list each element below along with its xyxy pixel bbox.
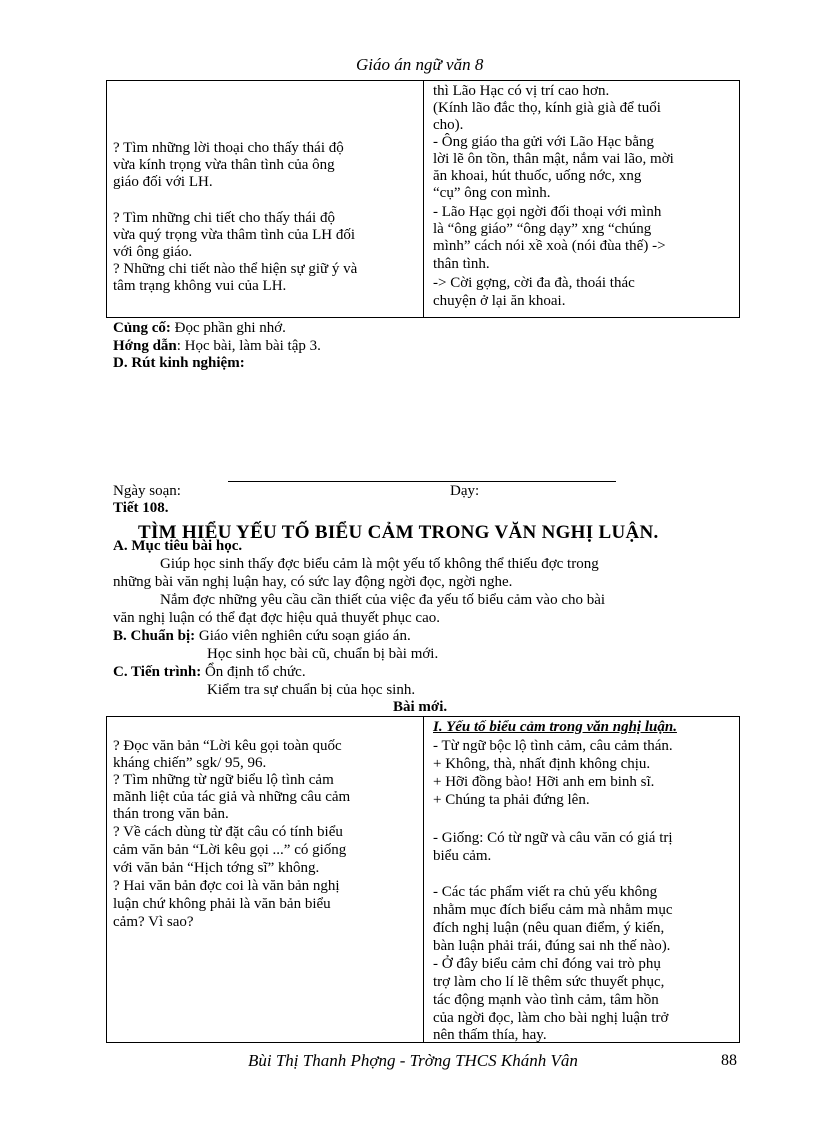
t1-right-line: mình” cách nói xề xoà (nói đùa thế) ->: [433, 238, 666, 254]
preparation-students: Học sinh học bài cũ, chuẩn bị bài mới.: [207, 646, 439, 662]
t1-left-line: giáo đối với LH.: [113, 174, 213, 190]
t2-left-line: luận chứ không phải là văn bản biểu: [113, 896, 331, 912]
objectives-paragraph-line: những bài văn nghị luận hay, có sức lay động ngời đọc, ngời nghe.: [113, 574, 513, 590]
t1-right-line: chuyện ở lại ăn khoai.: [433, 293, 566, 309]
table-1-divider: [423, 81, 424, 317]
t2-right-line: của ngời đọc, làm cho bài nghị luận trở: [433, 1010, 669, 1026]
lesson-table-1: [106, 80, 740, 318]
rut-kinh-nghiem-heading: D. Rút kinh nghiệm:: [113, 355, 245, 371]
day-label: Dạy:: [450, 483, 480, 499]
t1-right-line: (Kính lão đắc thọ, kính già già để tuổi: [433, 100, 661, 116]
section-separator: [228, 481, 616, 482]
t1-right-line: thì Lão Hạc có vị trí cao hơn.: [433, 83, 610, 99]
t2-right-line: bàn luận phải trái, đúng sai nh thế nào).: [433, 938, 671, 954]
t1-left-line: ? Tìm những chi tiết cho thấy thái độ: [113, 210, 335, 226]
t2-right-line: tác động mạnh vào tình cảm, tâm hồn: [433, 992, 659, 1008]
t1-right-line: -> Cời gợng, cời đa đà, thoái thác: [433, 275, 635, 291]
t2-section-title: I. Yếu tố biểu cảm trong văn nghị luận.: [433, 719, 677, 735]
t2-left-line: ? Tìm những từ ngữ biểu lộ tình cảm: [113, 772, 334, 788]
procedure-label: C. Tiến trình:: [113, 664, 202, 680]
t2-right-line: đích nghị luận (nêu quan điểm, ý kiến,: [433, 920, 665, 936]
t2-right-line: - Các tác phẩm viết ra chủ yếu không: [433, 884, 658, 900]
t1-left-line: tâm trạng không vui của LH.: [113, 278, 287, 294]
table-2-divider: [423, 717, 424, 1042]
t1-left-line: với ông giáo.: [113, 244, 193, 260]
t2-left-line: ? Đọc văn bản “Lời kêu gọi toàn quốc: [113, 738, 342, 754]
cung-co-label: Củng cố:: [113, 320, 171, 336]
t1-right-line: ăn khoai, hút thuốc, uống nớc, xng: [433, 168, 642, 184]
t2-right-line: trợ làm cho lí lẽ thêm sức thuyết phục,: [433, 974, 665, 990]
cung-co: [113, 320, 286, 337]
preparation-label: B. Chuẩn bị:: [113, 628, 196, 644]
footer-author: Bùi Thị Thanh Phợng - Trờng THCS Khánh Vân: [248, 1051, 578, 1070]
lesson-title: TÌM HIỂU YẾU TỐ BIỂU CẢM TRONG VĂN NGHỊ LUẬN.: [138, 522, 659, 543]
t1-right-line: “cụ” ông con mình.: [433, 185, 551, 201]
t2-right-line: biểu cảm.: [433, 848, 492, 864]
t2-left-line: ? Về cách dùng từ đặt câu có tính biểu: [113, 824, 343, 840]
t2-right-line: + Không, thà, nhất định không chịu.: [433, 756, 651, 772]
huong-dan-text: : Học bài, làm bài tập 3.: [176, 338, 321, 354]
procedure-step-1: Ổn định tổ chức.: [201, 664, 306, 680]
objectives-heading: A. Mục tiêu bài học.: [113, 538, 243, 554]
t2-left-line: thán trong văn bản.: [113, 806, 229, 822]
t1-left-line: ? Những chi tiết nào thể hiện sự giữ ý và: [113, 261, 358, 277]
lesson-number: Tiết 108.: [113, 500, 169, 516]
t2-left-line: cảm? Vì sao?: [113, 914, 194, 930]
t1-right-line: cho).: [433, 117, 464, 133]
huong-dan-label: Hớng dẫn: [113, 338, 177, 354]
t2-left-line: mãnh liệt của tác giả và những câu cảm: [113, 789, 351, 805]
t1-right-line: là “ông giáo” “ông dạy” xng “chúng: [433, 221, 652, 237]
t1-right-line: thân tình.: [433, 256, 490, 272]
huong-dan: [113, 338, 321, 355]
objectives-paragraph-line: Giúp học sinh thấy đợc biểu cảm là một yếu tố không thể thiếu đợc trong: [160, 556, 599, 572]
t2-right-line: - Ở đây biểu cảm chỉ đóng vai trò phụ: [433, 956, 661, 972]
objectives-paragraph-line: Nắm đợc những yêu cầu cần thiết của việc đa yếu tố biểu cảm vào cho bài: [160, 592, 606, 608]
objectives-paragraph-line: văn nghị luận có thể đạt đợc hiệu quả thuyết phục cao.: [113, 610, 440, 626]
t2-left-line: kháng chiến” sgk/ 95, 96.: [113, 755, 267, 771]
t1-right-line: - Ông giáo tha gửi với Lão Hạc bằng: [433, 134, 655, 150]
t2-right-line: - Từ ngữ bộc lộ tình cảm, câu cảm thán.: [433, 738, 673, 754]
t2-left-line: với văn bản “Hịch tớng sĩ” không.: [113, 860, 320, 876]
procedure-step-2: Kiểm tra sự chuẩn bị của học sinh.: [207, 682, 416, 698]
cung-co-text: Đọc phần ghi nhớ.: [170, 320, 286, 336]
t1-left-line: vừa kính trọng vừa thân tình của ông: [113, 157, 335, 173]
page-number: 88: [721, 1052, 737, 1069]
t2-right-line: + Chúng ta phải đứng lên.: [433, 792, 590, 808]
procedure: [113, 664, 306, 681]
lesson-table-2: [106, 716, 740, 1043]
t1-left-line: ? Tìm những lời thoại cho thấy thái độ: [113, 140, 344, 156]
t1-right-line: lời lẽ ôn tồn, thân mật, nắm vai lão, mời: [433, 151, 674, 167]
ngay-soan: Ngày soạn:: [113, 483, 181, 499]
preparation: [113, 628, 411, 645]
t2-right-line: - Giống: Có từ ngữ và câu văn có giá trị: [433, 830, 673, 846]
t2-right-line: nhằm mục đích biểu cảm mà nhằm mục: [433, 902, 673, 918]
t2-left-line: ? Hai văn bản đợc coi là văn bản nghị: [113, 878, 340, 894]
t2-right-line: nên thấm thía, hay.: [433, 1027, 547, 1043]
t1-left-line: vừa quý trọng vừa thâm tình của LH đối: [113, 227, 356, 243]
t2-right-line: + Hỡi đồng bào! Hỡi anh em binh sĩ.: [433, 774, 655, 790]
t1-right-line: - Lão Hạc gọi ngời đối thoại với mình: [433, 204, 662, 220]
t2-left-line: cảm văn bản “Lời kêu gọi ...” có giống: [113, 842, 347, 858]
new-lesson-heading: Bài mới.: [393, 699, 448, 715]
page-header-title: Giáo án ngữ văn 8: [356, 55, 484, 74]
preparation-teacher: Giáo viên nghiên cứu soạn giáo án.: [195, 628, 411, 644]
